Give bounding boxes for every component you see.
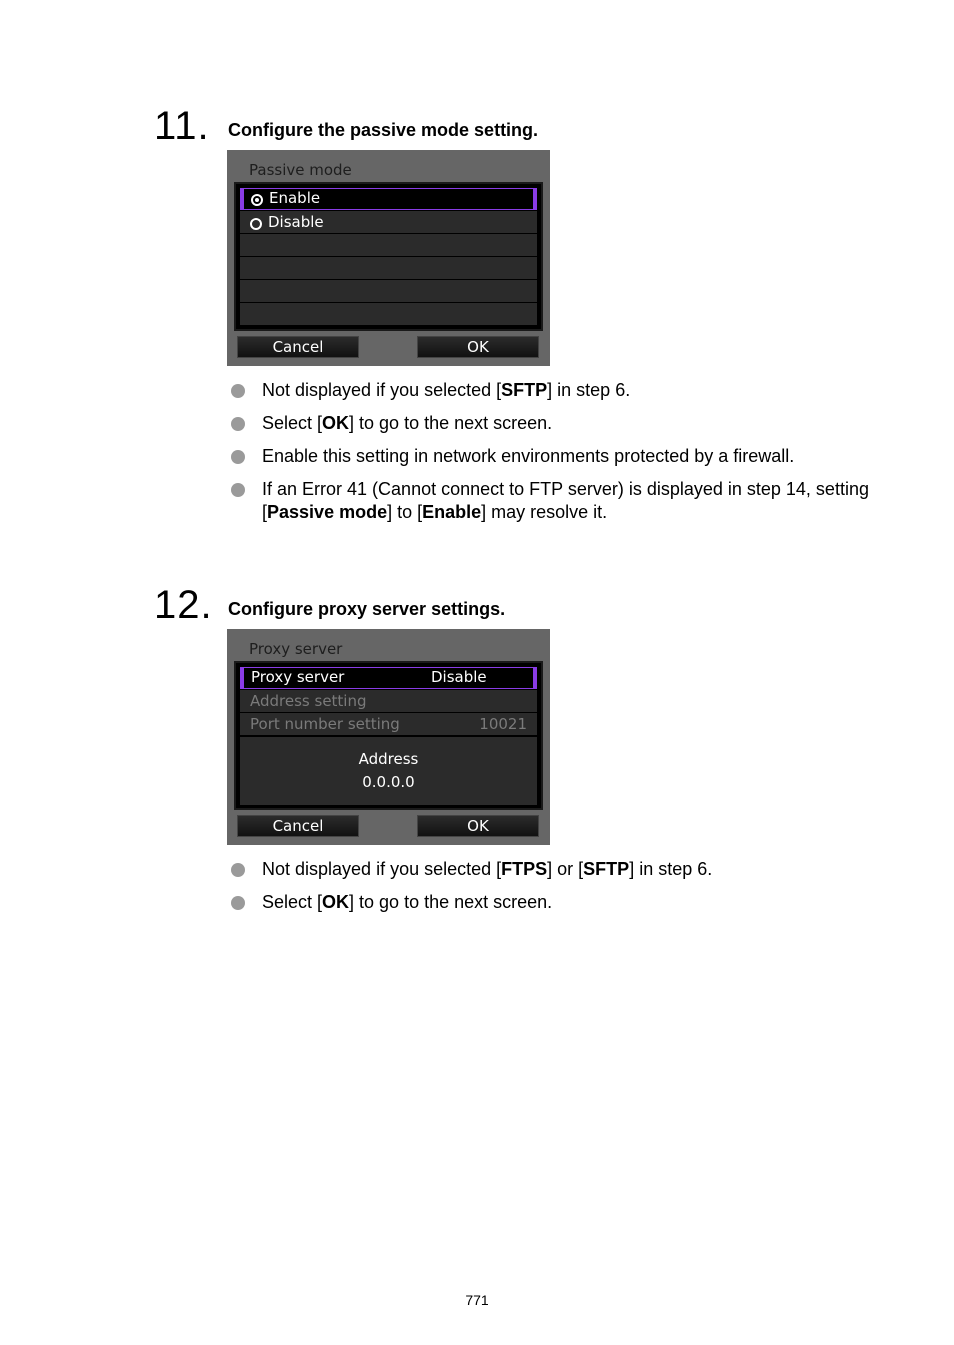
- bullet-item: [228, 891, 888, 914]
- bullet-item: [228, 858, 888, 881]
- radio-empty-icon: [250, 218, 262, 230]
- option-label: Enable: [269, 189, 321, 207]
- passive-mode-screen: [227, 150, 550, 366]
- bullet-text-bold: OK: [322, 892, 350, 912]
- ok-button[interactable]: OK: [417, 336, 539, 358]
- bullet-item: [228, 379, 888, 402]
- page-number: 771: [465, 1292, 489, 1308]
- bullet-item: [228, 478, 888, 524]
- bullet-text-bold: Enable: [422, 502, 482, 522]
- empty-row: [240, 280, 537, 302]
- step-11-bullets: [228, 379, 888, 534]
- bullet-text-bold: SFTP: [501, 380, 548, 400]
- bullet-text: Select [: [262, 413, 323, 433]
- bullet-dot-icon: [231, 417, 245, 431]
- step-11-title: Configure the passive mode setting.: [228, 120, 539, 140]
- bullet-text-bold: SFTP: [583, 859, 630, 879]
- ok-button[interactable]: OK: [417, 815, 539, 837]
- bullet-text: ] in step 6.: [629, 859, 713, 879]
- step-11-number: 11.: [154, 104, 210, 148]
- empty-row: [240, 257, 537, 279]
- address-info: [240, 737, 537, 805]
- cancel-button[interactable]: Cancel: [237, 336, 359, 358]
- bullet-text: ] or [: [547, 859, 584, 879]
- step-12-bullets: [228, 858, 888, 924]
- row-value: Disable: [431, 668, 487, 686]
- row-proxy-server[interactable]: [240, 667, 537, 689]
- step-12-number: 12.: [154, 583, 213, 627]
- option-enable[interactable]: [240, 188, 537, 210]
- bullet-item: [228, 412, 888, 435]
- address-label: Address: [358, 750, 419, 768]
- screen-title: Passive mode: [249, 161, 352, 179]
- bullet-text-bold: FTPS: [501, 859, 548, 879]
- bullet-text: Not displayed if you selected [: [262, 859, 502, 879]
- bullet-dot-icon: [231, 384, 245, 398]
- bullet-dot-icon: [231, 863, 245, 877]
- row-port-number-setting: [240, 713, 537, 735]
- screen-title: Proxy server: [249, 640, 343, 658]
- empty-row: [240, 303, 537, 325]
- radio-selected-icon: [251, 194, 263, 206]
- row-value: 10021: [479, 715, 527, 733]
- row-label: Proxy server: [251, 668, 345, 686]
- bullet-dot-icon: [231, 450, 245, 464]
- bullet-text: ] in step 6.: [547, 380, 631, 400]
- bullet-text: Not displayed if you selected [: [262, 380, 502, 400]
- row-label: Port number setting: [250, 715, 400, 733]
- bullet-text: ] to go to the next screen.: [349, 892, 553, 912]
- bullet-text: ] may resolve it.: [481, 502, 608, 522]
- row-label: Address setting: [250, 692, 367, 710]
- bullet-text: Enable this setting in network environments protected by a firewall.: [262, 446, 795, 466]
- proxy-server-screen: [227, 629, 550, 845]
- bullet-text: ] to [: [387, 502, 423, 522]
- bullet-text: If an Error 41 (Cannot connect to FTP server) is displayed in step 14, setting [: [262, 479, 869, 522]
- empty-row: [240, 234, 537, 256]
- cancel-button[interactable]: Cancel: [237, 815, 359, 837]
- bullet-item: [228, 445, 888, 468]
- bullet-dot-icon: [231, 483, 245, 497]
- option-label: Disable: [268, 213, 324, 231]
- bullet-dot-icon: [231, 896, 245, 910]
- bullet-text: Select [: [262, 892, 323, 912]
- row-address-setting: [240, 690, 537, 712]
- bullet-text-bold: Passive mode: [267, 502, 388, 522]
- bullet-text: ] to go to the next screen.: [349, 413, 553, 433]
- option-disable[interactable]: [240, 211, 537, 233]
- bullet-text-bold: OK: [322, 413, 350, 433]
- address-value: 0.0.0.0: [362, 773, 415, 791]
- settings-list: [234, 661, 543, 810]
- option-list: [234, 182, 543, 331]
- step-12-title: Configure proxy server settings.: [228, 599, 506, 619]
